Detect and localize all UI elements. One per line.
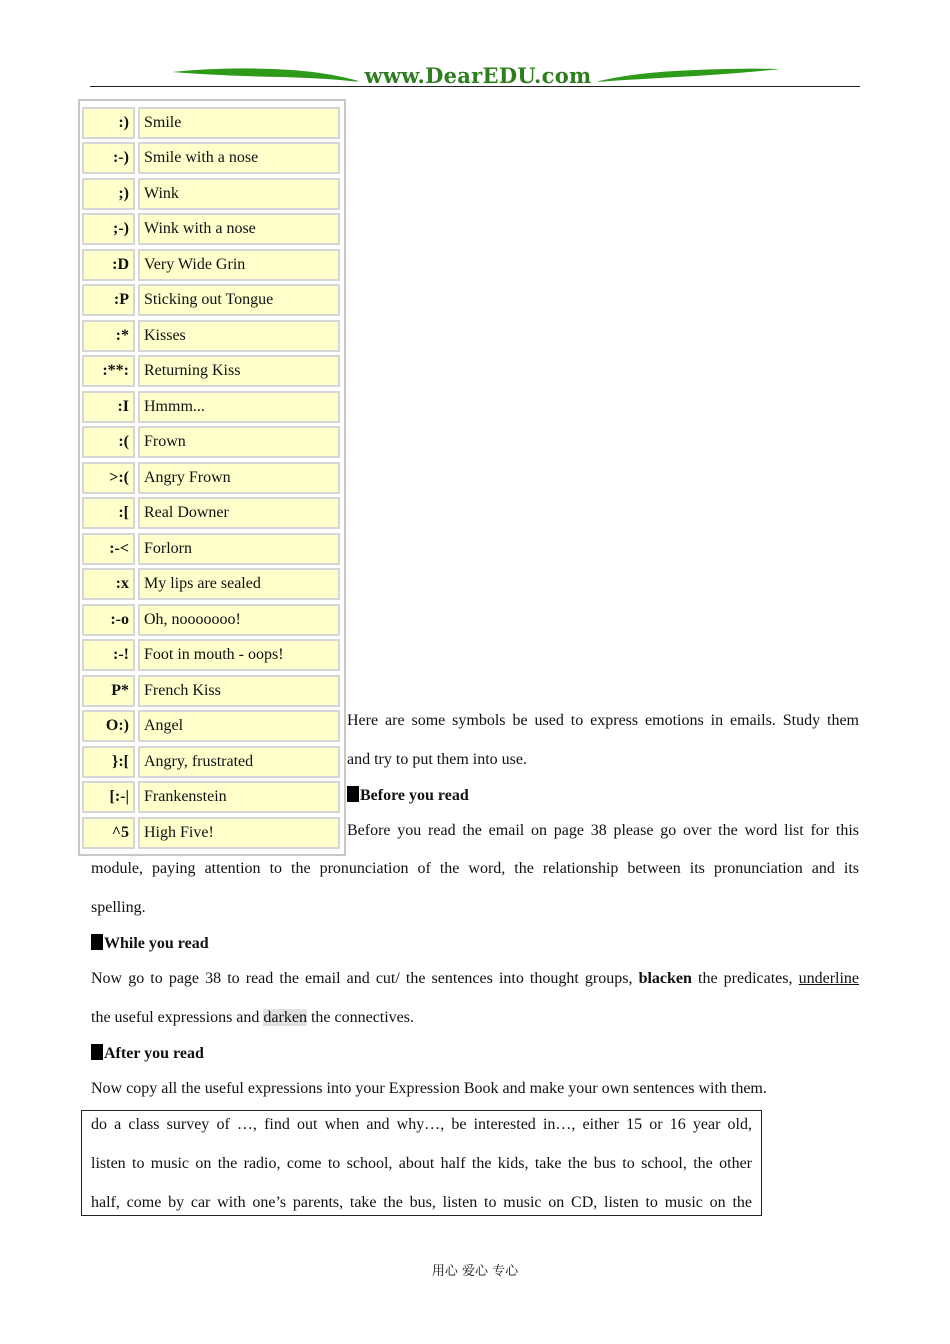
before-line-2: module, paying attention to the pronunciation of the word, the relationship between its pronunciation and its	[91, 860, 859, 877]
emoticon-code: :[	[82, 497, 135, 529]
emoticon-table	[78, 99, 346, 856]
emoticon-meaning: Smile with a nose	[138, 142, 340, 174]
emoticon-code: :P	[82, 284, 135, 316]
emoticon-meaning: Foot in mouth - oops!	[138, 639, 340, 671]
emoticon-row	[82, 426, 342, 458]
emoticon-meaning: French Kiss	[138, 675, 340, 707]
while-highlighted-word: darken	[263, 1009, 307, 1026]
emoticon-meaning: Real Downer	[138, 497, 340, 529]
emoticon-row	[82, 639, 342, 671]
emoticon-meaning: Oh, nooooooo!	[138, 604, 340, 636]
after-heading-text: After you read	[104, 1045, 204, 1062]
while-line2-text-a: the useful expressions and	[91, 1009, 260, 1026]
right-swoosh-graphic	[595, 64, 780, 86]
intro-line-1: Here are some symbols be used to express emotions in emails. Study them	[347, 712, 859, 729]
emoticon-meaning: Returning Kiss	[138, 355, 340, 387]
emoticon-meaning: Angel	[138, 710, 340, 742]
emoticon-code: :-!	[82, 639, 135, 671]
emoticon-code: >:(	[82, 462, 135, 494]
while-bold-word: blacken	[638, 970, 692, 987]
emoticon-row	[82, 213, 342, 245]
emoticon-meaning: Kisses	[138, 320, 340, 352]
emoticon-meaning: Frankenstein	[138, 781, 340, 813]
expressions-box	[81, 1110, 762, 1216]
emoticon-meaning: Frown	[138, 426, 340, 458]
emoticon-code: }:[	[82, 746, 135, 778]
square-bullet-icon	[347, 786, 359, 802]
intro-line-2: and try to put them into use.	[347, 751, 527, 768]
emoticon-meaning: Angry, frustrated	[138, 746, 340, 778]
emoticon-code: :-)	[82, 142, 135, 174]
emoticon-row	[82, 533, 342, 565]
emoticon-code: :x	[82, 568, 135, 600]
emoticon-meaning: Wink	[138, 178, 340, 210]
left-swoosh-graphic	[172, 64, 362, 86]
before-line-1: Before you read the email on page 38 please go over the word list for this	[347, 822, 859, 839]
emoticon-code: ^5	[82, 817, 135, 849]
emoticon-row	[82, 675, 342, 707]
emoticon-row	[82, 497, 342, 529]
emoticon-meaning: Wink with a nose	[138, 213, 340, 245]
emoticon-meaning: Forlorn	[138, 533, 340, 565]
before-you-read-heading	[347, 786, 469, 806]
emoticon-row	[82, 107, 342, 139]
while-underlined-word: underline	[798, 970, 860, 987]
expressions-line-3: half, come by car with one’s parents, take the bus, listen to music on CD, listen to music on the	[91, 1194, 752, 1211]
after-line-1: Now copy all the useful expressions into your Expression Book and make your own sentences with them.	[91, 1080, 767, 1097]
emoticon-code: [:-|	[82, 781, 135, 813]
emoticon-code: :*	[82, 320, 135, 352]
emoticon-code: :I	[82, 391, 135, 423]
emoticon-code: :-o	[82, 604, 135, 636]
emoticon-row	[82, 462, 342, 494]
while-text-a: Now go to page 38 to read the email and cut/ the sentences into thought groups,	[91, 970, 633, 987]
emoticon-row	[82, 746, 342, 778]
while-you-read-heading	[91, 934, 209, 954]
emoticon-meaning: Very Wide Grin	[138, 249, 340, 281]
emoticon-row	[82, 710, 342, 742]
emoticon-row	[82, 781, 342, 813]
emoticon-code: :D	[82, 249, 135, 281]
emoticon-meaning: Angry Frown	[138, 462, 340, 494]
emoticon-row	[82, 817, 342, 849]
emoticon-row	[82, 355, 342, 387]
emoticon-code: ;)	[82, 178, 135, 210]
emoticon-row	[82, 142, 342, 174]
expressions-line-1: do a class survey of …, find out when and why…, be interested in…, either 15 or 16 year old,	[91, 1116, 752, 1133]
while-line-1	[91, 969, 859, 989]
emoticon-code: :(	[82, 426, 135, 458]
after-you-read-heading	[91, 1044, 204, 1064]
square-bullet-icon	[91, 1044, 103, 1060]
emoticon-row	[82, 320, 342, 352]
emoticon-row	[82, 391, 342, 423]
expressions-line-2: listen to music on the radio, come to school, about half the kids, take the bus to school, the other	[91, 1155, 752, 1172]
emoticon-row	[82, 568, 342, 600]
emoticon-row	[82, 178, 342, 210]
emoticon-meaning: High Five!	[138, 817, 340, 849]
page-footer: 用心 爱心 专心	[431, 1264, 519, 1279]
emoticon-meaning: Smile	[138, 107, 340, 139]
emoticon-meaning: Sticking out Tongue	[138, 284, 340, 316]
site-logo: www.DearEDU.com	[358, 65, 598, 87]
emoticon-code: O:)	[82, 710, 135, 742]
emoticon-code: ;-)	[82, 213, 135, 245]
before-line-3: spelling.	[91, 899, 146, 916]
square-bullet-icon	[91, 934, 103, 950]
emoticon-code: :**:	[82, 355, 135, 387]
emoticon-row	[82, 604, 342, 636]
emoticon-row	[82, 249, 342, 281]
emoticon-code: :)	[82, 107, 135, 139]
emoticon-meaning: My lips are sealed	[138, 568, 340, 600]
page-header	[90, 60, 860, 90]
emoticon-row	[82, 284, 342, 316]
before-heading-text: Before you read	[360, 787, 469, 804]
while-text-b: the predicates,	[698, 970, 793, 987]
while-heading-text: While you read	[104, 935, 209, 952]
while-line2-text-b: the connectives.	[310, 1009, 415, 1026]
emoticon-meaning: Hmmm...	[138, 391, 340, 423]
while-line-2	[91, 1008, 414, 1028]
emoticon-code: :-<	[82, 533, 135, 565]
header-rule	[90, 86, 860, 87]
emoticon-code: P*	[82, 675, 135, 707]
